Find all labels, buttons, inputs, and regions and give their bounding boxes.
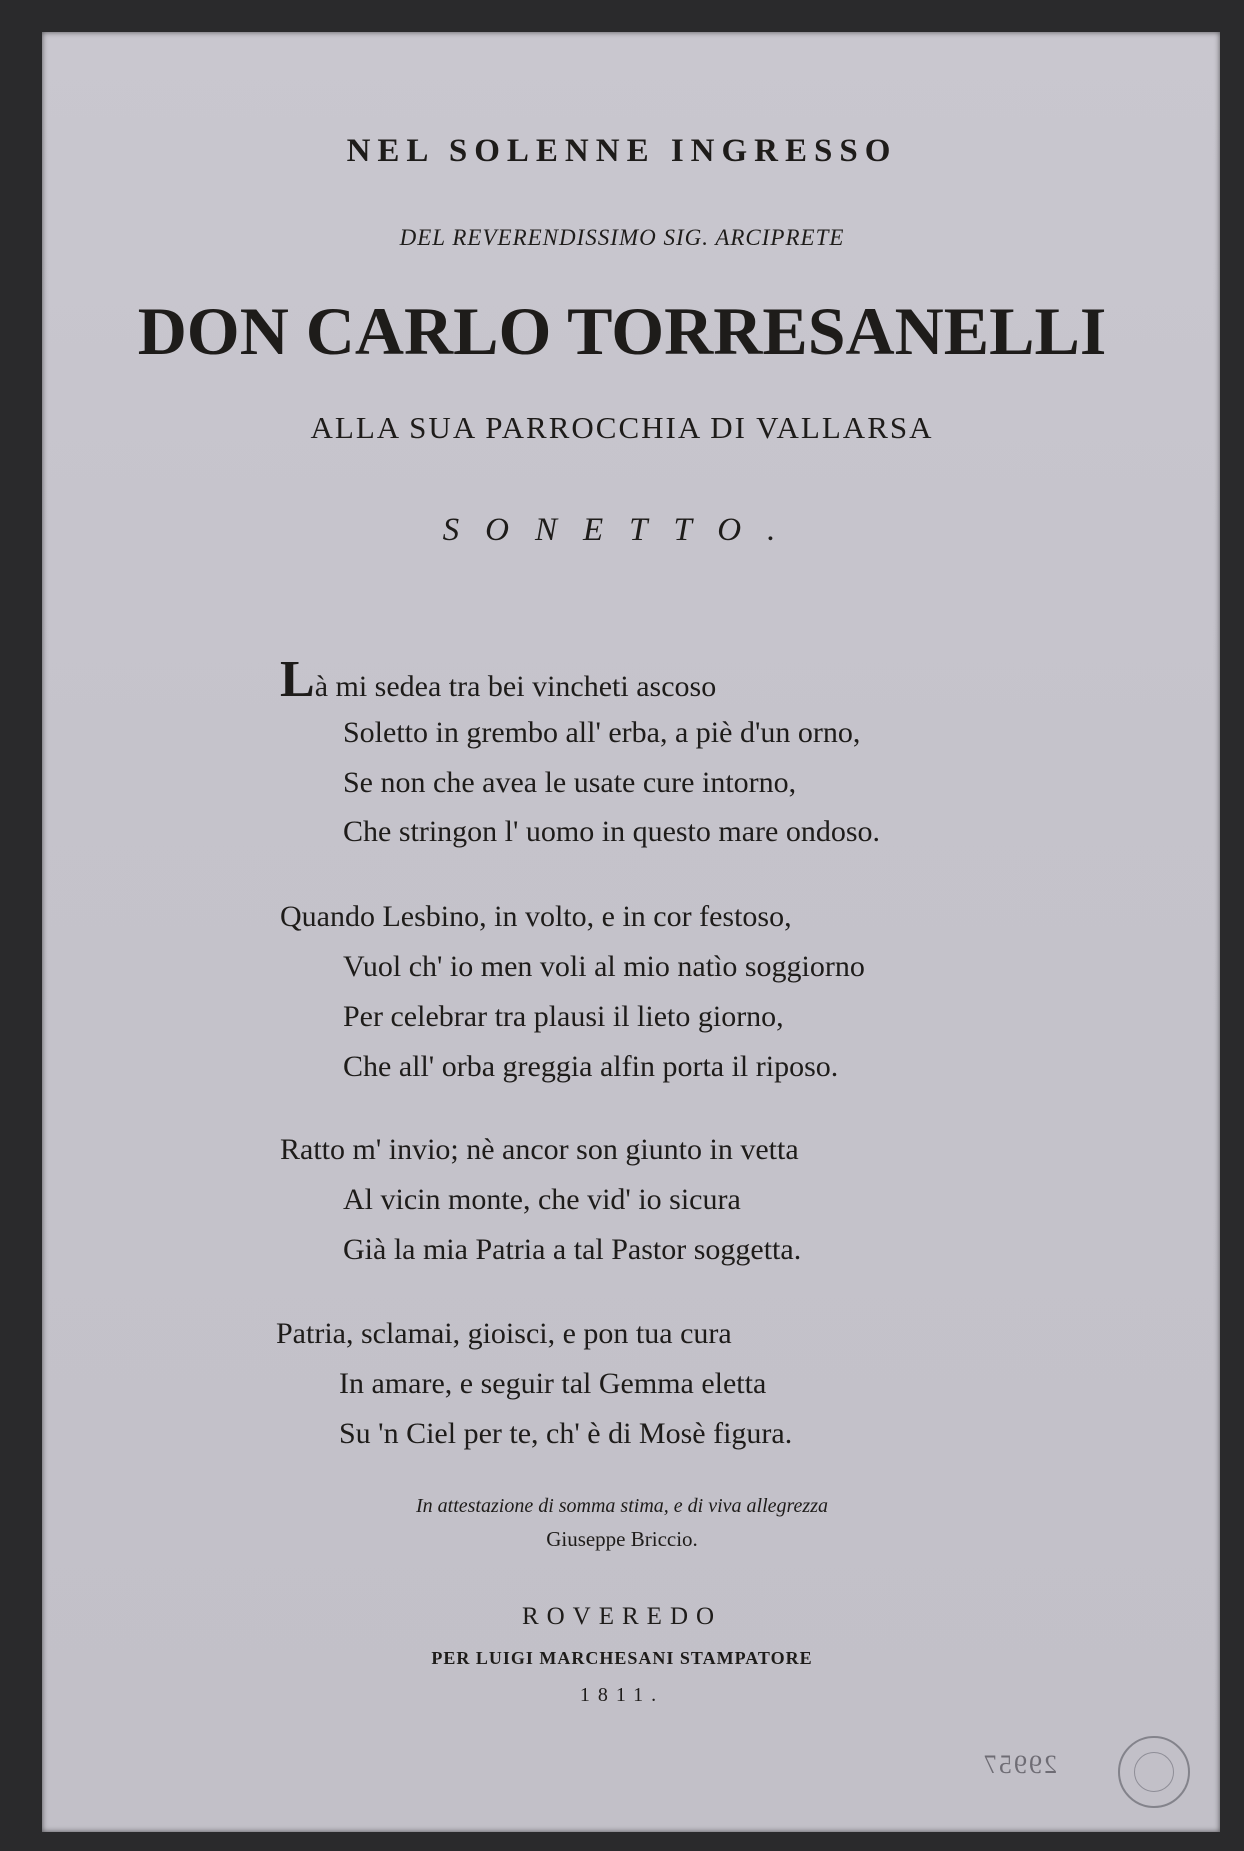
verse-line: Se non che avea le usate cure intorno, (343, 766, 797, 799)
heading-title: DEL REVERENDISSIMO SIG. ARCIPRETE (399, 225, 845, 250)
verse-line: Vuol ch' io men voli al mio natìo soggiorno (343, 950, 865, 983)
verse-text: à mi sedea tra bei vincheti ascoso (314, 670, 717, 703)
verse-line (280, 651, 717, 708)
verse-line: Soletto in grembo all' erba, a piè d'un orno, (343, 716, 861, 749)
heading-name: DON CARLO TORRESANELLI (137, 293, 1107, 369)
author-name: Giuseppe Briccio. (546, 1527, 698, 1551)
verse-line: Che all' orba greggia alfin porta il riposo. (343, 1050, 839, 1083)
verse-line: Per celebrar tra plausi il lieto giorno, (343, 1000, 784, 1033)
verse-line: Già la mia Patria a tal Pastor soggetta. (343, 1233, 802, 1266)
library-stamp-icon (1118, 1736, 1190, 1808)
imprint-year: 1811. (579, 1684, 665, 1706)
heading-genre: SONETTO. (442, 512, 802, 548)
drop-cap: L (280, 651, 315, 708)
heading-parish: ALLA SUA PARROCCHIA DI VALLARSA (310, 410, 934, 445)
imprint-place: ROVEREDO (521, 1603, 723, 1630)
verse-line: Al vicin monte, che vid' io sicura (343, 1183, 741, 1216)
verse-line: Patria, sclamai, gioisci, e pon tua cura (276, 1317, 732, 1350)
verse-line: Che stringon l' uomo in questo mare ondoso. (343, 815, 881, 848)
archive-number: 29957 (982, 1750, 1057, 1779)
library-stamp-inner (1134, 1752, 1174, 1792)
imprint-printer: PER LUIGI MARCHESANI STAMPATORE (431, 1648, 813, 1668)
verse-line: Quando Lesbino, in volto, e in cor festoso, (280, 900, 792, 933)
heading-occasion: NEL SOLENNE INGRESSO (346, 133, 898, 169)
verse-line: In amare, e seguir tal Gemma eletta (339, 1367, 767, 1400)
dedication-line: In attestazione di somma stima, e di viva allegrezza (416, 1495, 828, 1517)
verse-line: Ratto m' invio; nè ancor son giunto in vetta (280, 1133, 799, 1166)
verse-line: Su 'n Ciel per te, ch' è di Mosè figura. (339, 1417, 793, 1450)
